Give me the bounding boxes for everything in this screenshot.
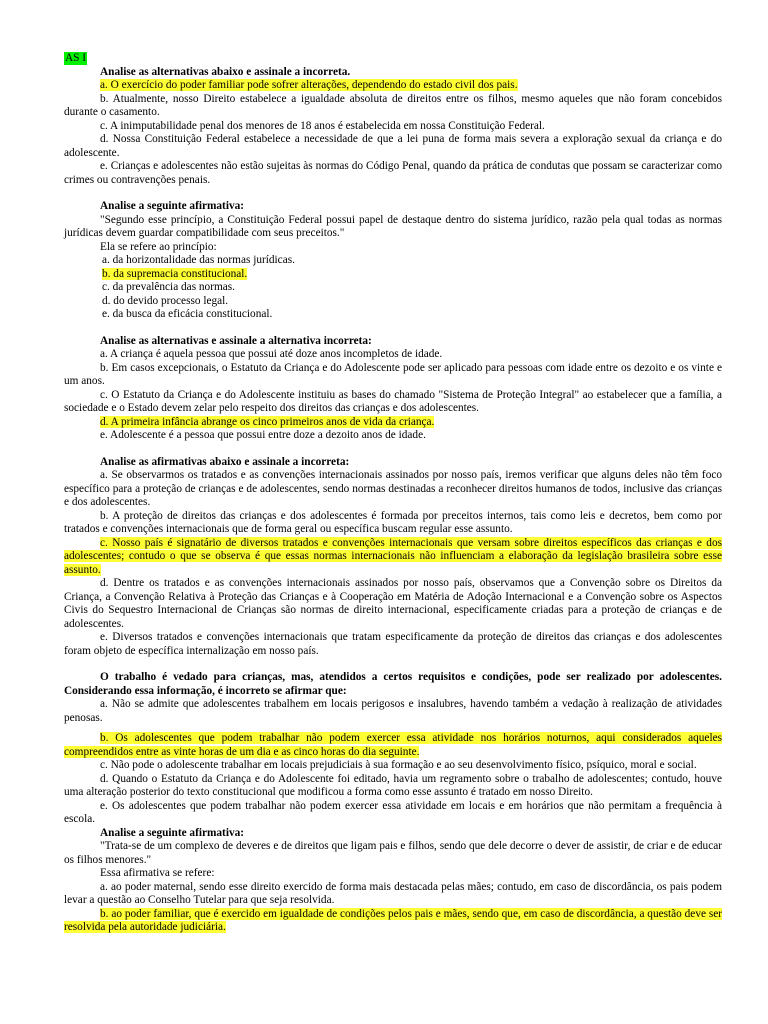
question-4-option-e: e. Diversos tratados e convenções internacionais que tratam especificamente da proteção de direitos das crianças e dos adolescentes foram objeto de específica internalização em nosso país. (64, 631, 722, 657)
highlighted-answer: b. Os adolescentes que podem trabalhar não podem exercer essa atividade nos horários noturnos, aqui considerados aqueles compreendidos entre as vinte horas de um dia e as cinco horas do dia seguinte. (64, 732, 722, 758)
question-3-option-b: b. Em casos excepcionais, o Estatuto da Criança e do Adolescente pode ser aplicado para pessoas com idade entre os dezoito e os vinte e um anos. (64, 361, 722, 387)
question-2-option-d: d. do devido processo legal. (102, 294, 229, 307)
question-2-quote: "Segundo esse princípio, a Constituição Federal possui papel de destaque dentro do sistema jurídico, razão pela qual todas as normas jurídicas devem guardar compatibilidade com seus preceitos." (64, 213, 722, 239)
highlighted-answer: d. A primeira infância abrange os cinco primeiros anos de vida da criança. (100, 415, 435, 428)
question-1-title: Analise as alternativas abaixo e assinale a incorreta. (100, 65, 351, 78)
question-2-title: Analise a seguinte afirmativa: (100, 200, 245, 212)
question-6-quote: "Trata-se de um complexo de deveres e de direitos que ligam pais e filhos, sendo que dele decorre o dever de assistir, de criar e de educar os filhos menores." (64, 840, 722, 866)
question-5-option-a: a. Não se admite que adolescentes trabalhem em locais perigosos e insalubres, havendo também a vedação à realização de atividades penosas. (64, 698, 722, 724)
highlighted-answer: b. da supremacia constitucional. (102, 267, 248, 280)
question-1-option-d: d. Nossa Constituição Federal estabelece a necessidade de que a lei puna de forma mais severa a exploração sexual da criança e do adolescente. (64, 133, 722, 159)
tag-label: AS I (65, 52, 87, 64)
question-6-option-a: a. ao poder maternal, sendo esse direito exercido de forma mais destacada pelas mães; contudo, em caso de discordância, os pais podem levar a questão ao Conselho Tutelar para que seja resolvida. (64, 880, 722, 906)
question-1-option-c: c. A inimputabilidade penal dos menores de 18 anos é estabelecida em nossa Constituição Federal. (100, 119, 545, 132)
question-1-option-b: b. Atualmente, nosso Direito estabelece a igualdade absoluta de direitos entre os filhos, mesmo aqueles que não foram concebidos durante o casamento. (64, 92, 722, 118)
question-5-option-e: e. Os adolescentes que podem trabalhar não podem exercer essa atividade em locais e em horários que não permitam a frequência à escola. (64, 799, 722, 825)
question-5-option-b (64, 732, 722, 759)
question-6-lead: Essa afirmativa se refere: (100, 867, 215, 879)
highlighted-answer: c. Nosso país é signatário de diversos tratados e convenções internacionais que versam sobre direitos específicos das crianças e dos adolescentes; contudo o que se observa é que essas normas internacionais não influenciam a elaboração da legislação brasileira sobre esse assunto. (64, 536, 722, 576)
question-3-option-e: e. Adolescente é a pessoa que possui entre doze a dezoito anos de idade. (100, 429, 426, 441)
question-4-option-d: d. Dentre os tratados e as convenções internacionais assinados por nosso país, observamos que a Convenção sobre os Direitos da Criança, a Convenção Relativa à Proteção das Crianças e à Cooperação em Matéria de Adoção Internacional e a Convenção sobre os Aspectos Civis do Sequestro Internacional de Crianças são normas de direito internacional, especificamente criadas para a proteção de crianças e de adolescentes. (64, 577, 722, 630)
question-2-option-b (64, 268, 722, 282)
question-2-option-c: c. da prevalência das normas. (102, 281, 235, 293)
question-1-option-a (64, 79, 722, 93)
question-3-title: Analise as alternativas e assinale a alternativa incorreta: (100, 334, 372, 347)
question-2-option-e: e. da busca da eficácia constitucional. (102, 308, 273, 320)
question-4-option-a: a. Se observarmos os tratados e as convenções internacionais assinados por nosso país, iremos verificar que alguns deles não têm foco específico para a proteção de crianças e de adolescentes, sendo normas destinadas a reconhecer direitos humanos de todos, inclusive das crianças e dos adolescentes. (64, 469, 722, 508)
question-3-option-a: a. A criança é aquela pessoa que possui até doze anos incompletos de idade. (100, 348, 443, 360)
question-4-title: Analise as afirmativas abaixo e assinale a incorreta: (100, 455, 350, 468)
question-5-option-d: d. Quando o Estatuto da Criança e do Adolescente foi editado, havia um regramento sobre o trabalho de adolescentes; contudo, houve uma alteração posterior do texto constitucional que modificou a forma como esse assunto é tratado em nosso Direito. (64, 772, 722, 798)
question-2-lead: Ela se refere ao princípio: (100, 240, 217, 253)
question-6-title: Analise a seguinte afirmativa: (100, 826, 245, 839)
question-3-option-c: c. O Estatuto da Criança e do Adolescente instituiu as bases do chamado "Sistema de Proteção Integral" ao estabelecer que a família, a sociedade e o Estado devem zelar pelo respeito dos direitos das crianças e dos adolescentes. (64, 388, 722, 414)
question-6-option-b (64, 908, 722, 935)
question-5-title: O trabalho é vedado para crianças, mas, atendidos a certos requisitos e condições, pode ser realizado por adolescentes. Considerando essa informação, é incorreto se afirmar que: (64, 671, 722, 697)
question-5-option-c: c. Não pode o adolescente trabalhar em locais prejudiciais à sua formação e ao seu desenvolvimento físico, psíquico, moral e social. (100, 759, 697, 771)
question-4-option-b: b. A proteção de direitos das crianças e dos adolescentes é formada por preceitos internos, tais como leis e decretos, bem como por tratados e convenções internacionais que de forma geral ou específica buscam regular esse assunto. (64, 509, 722, 535)
document-page (64, 52, 722, 935)
question-3-option-d (64, 416, 722, 430)
highlighted-answer: b. ao poder familiar, que é exercido em igualdade de condições pelos pais e mães, sendo que, em caso de discordância, a questão deve ser resolvida pela autoridade judiciária. (64, 907, 722, 933)
highlighted-answer: a. O exercício do poder familiar pode sofrer alterações, dependendo do estado civil dos pais. (100, 79, 518, 91)
question-1-option-e: e. Crianças e adolescentes não estão sujeitas às normas do Código Penal, quando da prática de condutas que possam se caracterizar como crimes ou contravenções penais. (64, 160, 722, 186)
question-2-option-a: a. da horizontalidade das normas jurídicas. (102, 254, 295, 266)
question-4-option-c (64, 537, 722, 578)
section-tag (64, 52, 722, 66)
